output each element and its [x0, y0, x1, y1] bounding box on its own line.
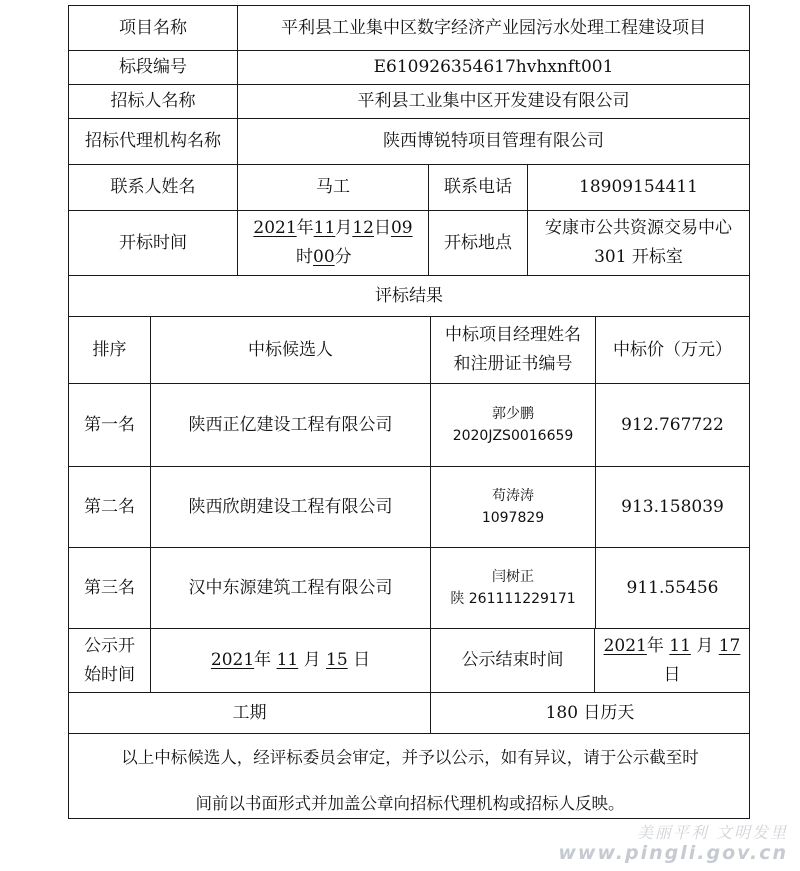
- opening-place-line2: 301 开标室: [594, 247, 683, 267]
- manager-cert: 2020JZS0016659: [452, 428, 574, 444]
- notice-line1: 以上中标候选人，经评标委员会审定，并予以公示，如有异议，请于公示截至时: [121, 748, 699, 767]
- result-title: 评标结果: [375, 285, 443, 306]
- opening-place-label: 开标地点: [444, 232, 512, 253]
- hour-unit: 时: [296, 247, 313, 267]
- opening-year: 2021: [253, 218, 297, 238]
- candidate-rank: 第一名: [84, 414, 135, 435]
- notice-line2: 间前以书面形式并加盖公章向招标代理机构或招标人反映。: [195, 794, 625, 813]
- project-value: 平利县工业集中区数字经济产业园污水处理工程建设项目: [281, 17, 706, 38]
- header-candidate: 中标候选人: [248, 339, 333, 360]
- header-price: 中标价（万元）: [613, 339, 732, 360]
- agency-label: 招标代理机构名称: [85, 131, 221, 151]
- publicity-start-label-line2: 始时间: [84, 664, 135, 685]
- candidate-price: 912.767722: [621, 414, 724, 435]
- objection-notice: [70, 735, 750, 827]
- end-month: 11: [669, 635, 691, 656]
- opening-place: [528, 211, 749, 275]
- candidate-name: 汉中东源建筑工程有限公司: [188, 577, 393, 598]
- publicity-start-label: [69, 629, 150, 692]
- end-year: 2021: [603, 635, 647, 656]
- candidate-manager: [431, 467, 595, 547]
- candidate-price: 913.158039: [621, 496, 724, 517]
- section-label: 标段编号: [119, 57, 187, 77]
- opening-month: 11: [313, 218, 336, 238]
- publicity-start-date: [151, 629, 430, 692]
- project-label: 项目名称: [119, 17, 187, 38]
- header-rank: 排序: [92, 339, 127, 360]
- header-manager: [431, 317, 595, 383]
- section-value: E610926354617hvhxnft001: [373, 57, 614, 77]
- manager-name: 苟涛涛: [492, 488, 534, 504]
- minute-unit: 分: [334, 247, 352, 267]
- contact-name-label: 联系人姓名: [110, 177, 196, 197]
- end-year-unit: 年: [646, 635, 664, 656]
- manager-name: 郭少鹏: [492, 406, 534, 422]
- contact-phone-label: 联系电话: [444, 177, 512, 197]
- start-day: 15: [326, 650, 348, 670]
- contact-name: 马工: [316, 177, 350, 197]
- opening-day: 12: [352, 218, 374, 238]
- candidate-manager: [431, 548, 595, 628]
- tenderer-label: 招标人名称: [110, 91, 196, 111]
- watermark-slogan: 美丽平利 文明发里: [636, 823, 788, 842]
- start-year-unit: 年: [254, 650, 272, 670]
- header-manager-line1: 中标项目经理姓名: [445, 325, 581, 345]
- opening-hour: 09: [390, 218, 413, 238]
- opening-place-line1: 安康市公共资源交易中心: [545, 218, 732, 238]
- start-month: 11: [276, 650, 299, 670]
- year-unit: 年: [296, 218, 314, 238]
- month-unit: 月: [335, 218, 353, 238]
- header-manager-line2: 和注册证书编号: [453, 354, 573, 374]
- opening-time-value: [238, 211, 428, 275]
- opening-minute: 00: [313, 247, 335, 267]
- contact-phone: 18909154411: [579, 177, 698, 197]
- watermark-url: www.pingli.gov.cn: [558, 842, 788, 864]
- candidate-rank: 第三名: [84, 577, 135, 598]
- publicity-end-date: [595, 629, 749, 692]
- end-day: 17: [718, 635, 741, 656]
- candidate-manager: [431, 384, 595, 466]
- candidate-rank: 第二名: [84, 496, 135, 517]
- publicity-end-label: 公示结束时间: [461, 650, 564, 670]
- candidate-name: 陕西欣朗建设工程有限公司: [188, 496, 393, 517]
- agency-value: 陕西博锐特项目管理有限公司: [383, 131, 604, 151]
- end-day-unit: 日: [663, 664, 681, 685]
- candidate-name: 陕西正亿建设工程有限公司: [188, 414, 393, 435]
- manager-cert: 陕 261111229171: [450, 591, 576, 607]
- publicity-start-label-line1: 公示开: [84, 635, 135, 656]
- opening-time-label: 开标时间: [119, 232, 187, 253]
- tenderer-value: 平利县工业集中区开发建设有限公司: [357, 91, 630, 111]
- manager-name: 闫树正: [492, 569, 534, 585]
- start-year: 2021: [210, 650, 255, 670]
- start-day-unit: 日: [353, 650, 371, 670]
- day-unit: 日: [373, 218, 391, 238]
- end-month-unit: 月: [696, 635, 714, 656]
- start-month-unit: 月: [303, 650, 321, 670]
- duration-label: 工期: [232, 702, 267, 723]
- duration-value: 180 日历天: [545, 702, 635, 723]
- manager-cert: 1097829: [481, 510, 545, 526]
- candidate-price: 911.55456: [626, 577, 719, 598]
